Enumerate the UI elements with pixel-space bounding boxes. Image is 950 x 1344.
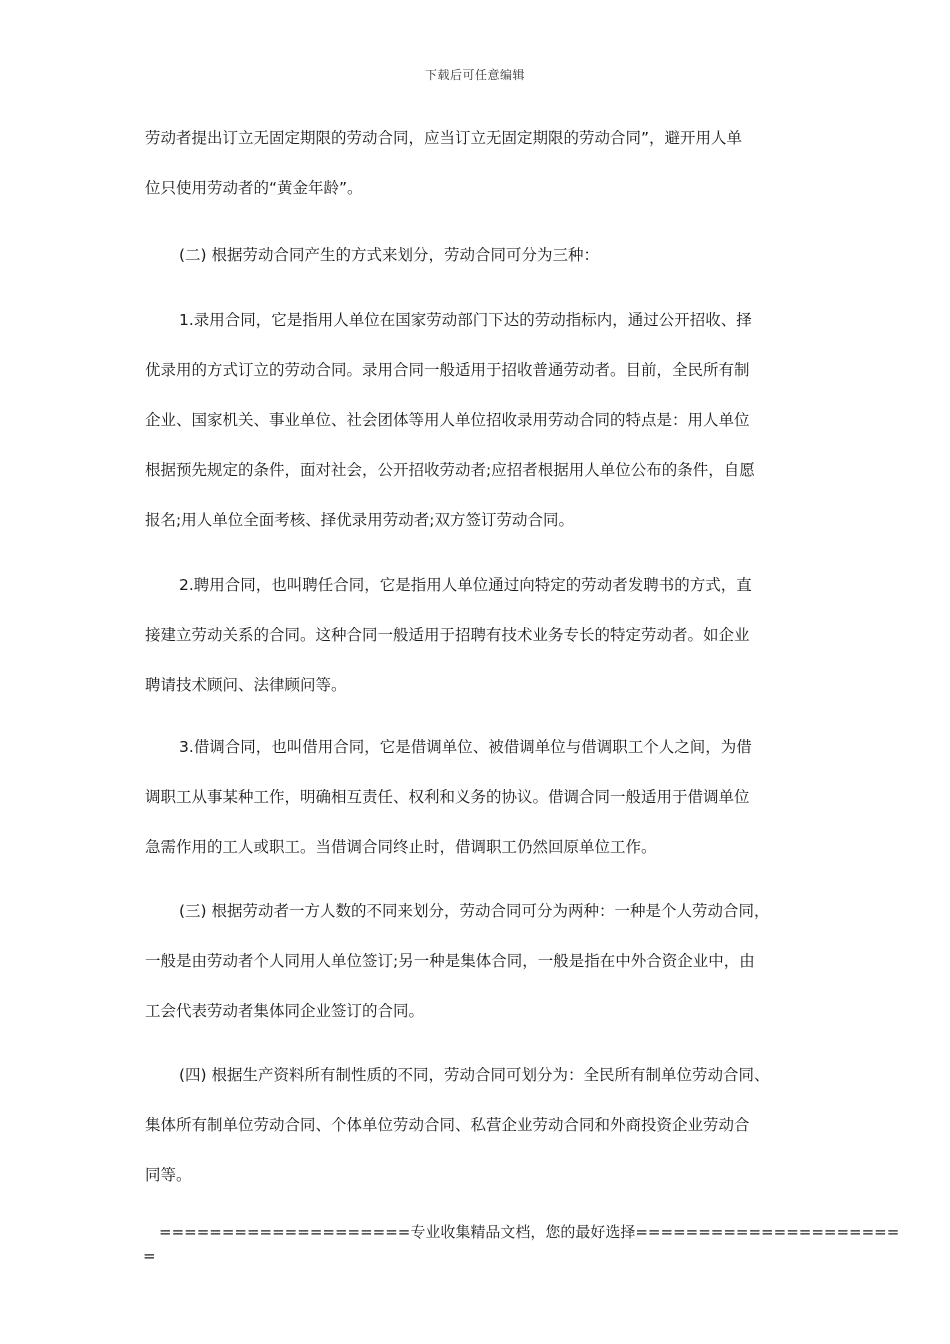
- text-line: 一般是由劳动者个人同用人单位签订;另一种是集体合同，一般是指在中外合资企业中，由: [145, 952, 755, 970]
- text-line: 优录用的方式订立的劳动合同。录用合同一般适用于招收普通劳动者。目前，全民所有制: [145, 361, 750, 379]
- paragraph-item-3: [145, 722, 810, 872]
- footer-continuation: =: [143, 1247, 156, 1265]
- text-line: 集体所有制单位劳动合同、个体单位劳动合同、私营企业劳动合同和外商投资企业劳动合: [145, 1116, 750, 1134]
- page-header: 下载后可任意编辑: [424, 68, 525, 82]
- text-line: 位只使用劳动者的“黄金年龄”。: [145, 179, 363, 197]
- text-line: 接建立劳动关系的合同。这种合同一般适用于招聘有技术业务专长的特定劳动者。如企业: [145, 626, 750, 644]
- text-line: 报名;用人单位全面考核、择优录用劳动者;双方签订劳动合同。: [145, 511, 574, 529]
- text-line: 企业、国家机关、事业单位、社会团体等用人单位招收录用劳动合同的特点是：用人单位: [145, 411, 750, 429]
- paragraph-section-two: [145, 230, 810, 280]
- text-line: 劳动者提出订立无固定期限的劳动合同，应当订立无固定期限的劳动合同”，避开用人单: [145, 129, 743, 147]
- text-line: 2.聘用合同，也叫聘任合同，它是指用人单位通过向特定的劳动者发聘书的方式，直: [179, 576, 752, 594]
- text-line: 根据预先规定的条件，面对社会，公开招收劳动者;应招者根据用人单位公布的条件，自愿: [145, 461, 755, 479]
- text-line: (四) 根据生产资料所有制性质的不同，劳动合同可划分为：全民所有制单位劳动合同、: [179, 1066, 770, 1084]
- footer-banner: ====================专业收集精品文档，您的最好选择=====================: [159, 1223, 900, 1241]
- paragraph-section-three: [145, 886, 810, 1036]
- text-line: 调职工从事某种工作，明确相互责任、权利和义务的协议。借调合同一般适用于借调单位: [145, 788, 750, 806]
- paragraph-item-1: [145, 295, 810, 545]
- page-footer: [143, 1220, 900, 1268]
- text-line: 1.录用合同，它是指用人单位在国家劳动部门下达的劳动指标内，通过公开招收、择: [179, 311, 752, 329]
- paragraph-item-2: [145, 560, 810, 710]
- text-line: (三) 根据劳动者一方人数的不同来划分，劳动合同可分为两种：一种是个人劳动合同，: [179, 902, 770, 920]
- paragraph-continuation: [145, 113, 810, 213]
- text-line: 3.借调合同，也叫借用合同，它是借调单位、被借调单位与借调职工个人之间，为借: [179, 738, 752, 756]
- text-line: 急需作用的工人或职工。当借调合同终止时，借调职工仍然回原单位工作。: [145, 838, 657, 856]
- text-line: 聘请技术顾问、法律顾问等。: [145, 676, 347, 694]
- text-line: 工会代表劳动者集体同企业签订的合同。: [145, 1002, 425, 1020]
- text-line: (二) 根据劳动合同产生的方式来划分，劳动合同可分为三种：: [179, 246, 600, 264]
- text-line: 同等。: [145, 1166, 192, 1184]
- paragraph-section-four: [145, 1050, 810, 1200]
